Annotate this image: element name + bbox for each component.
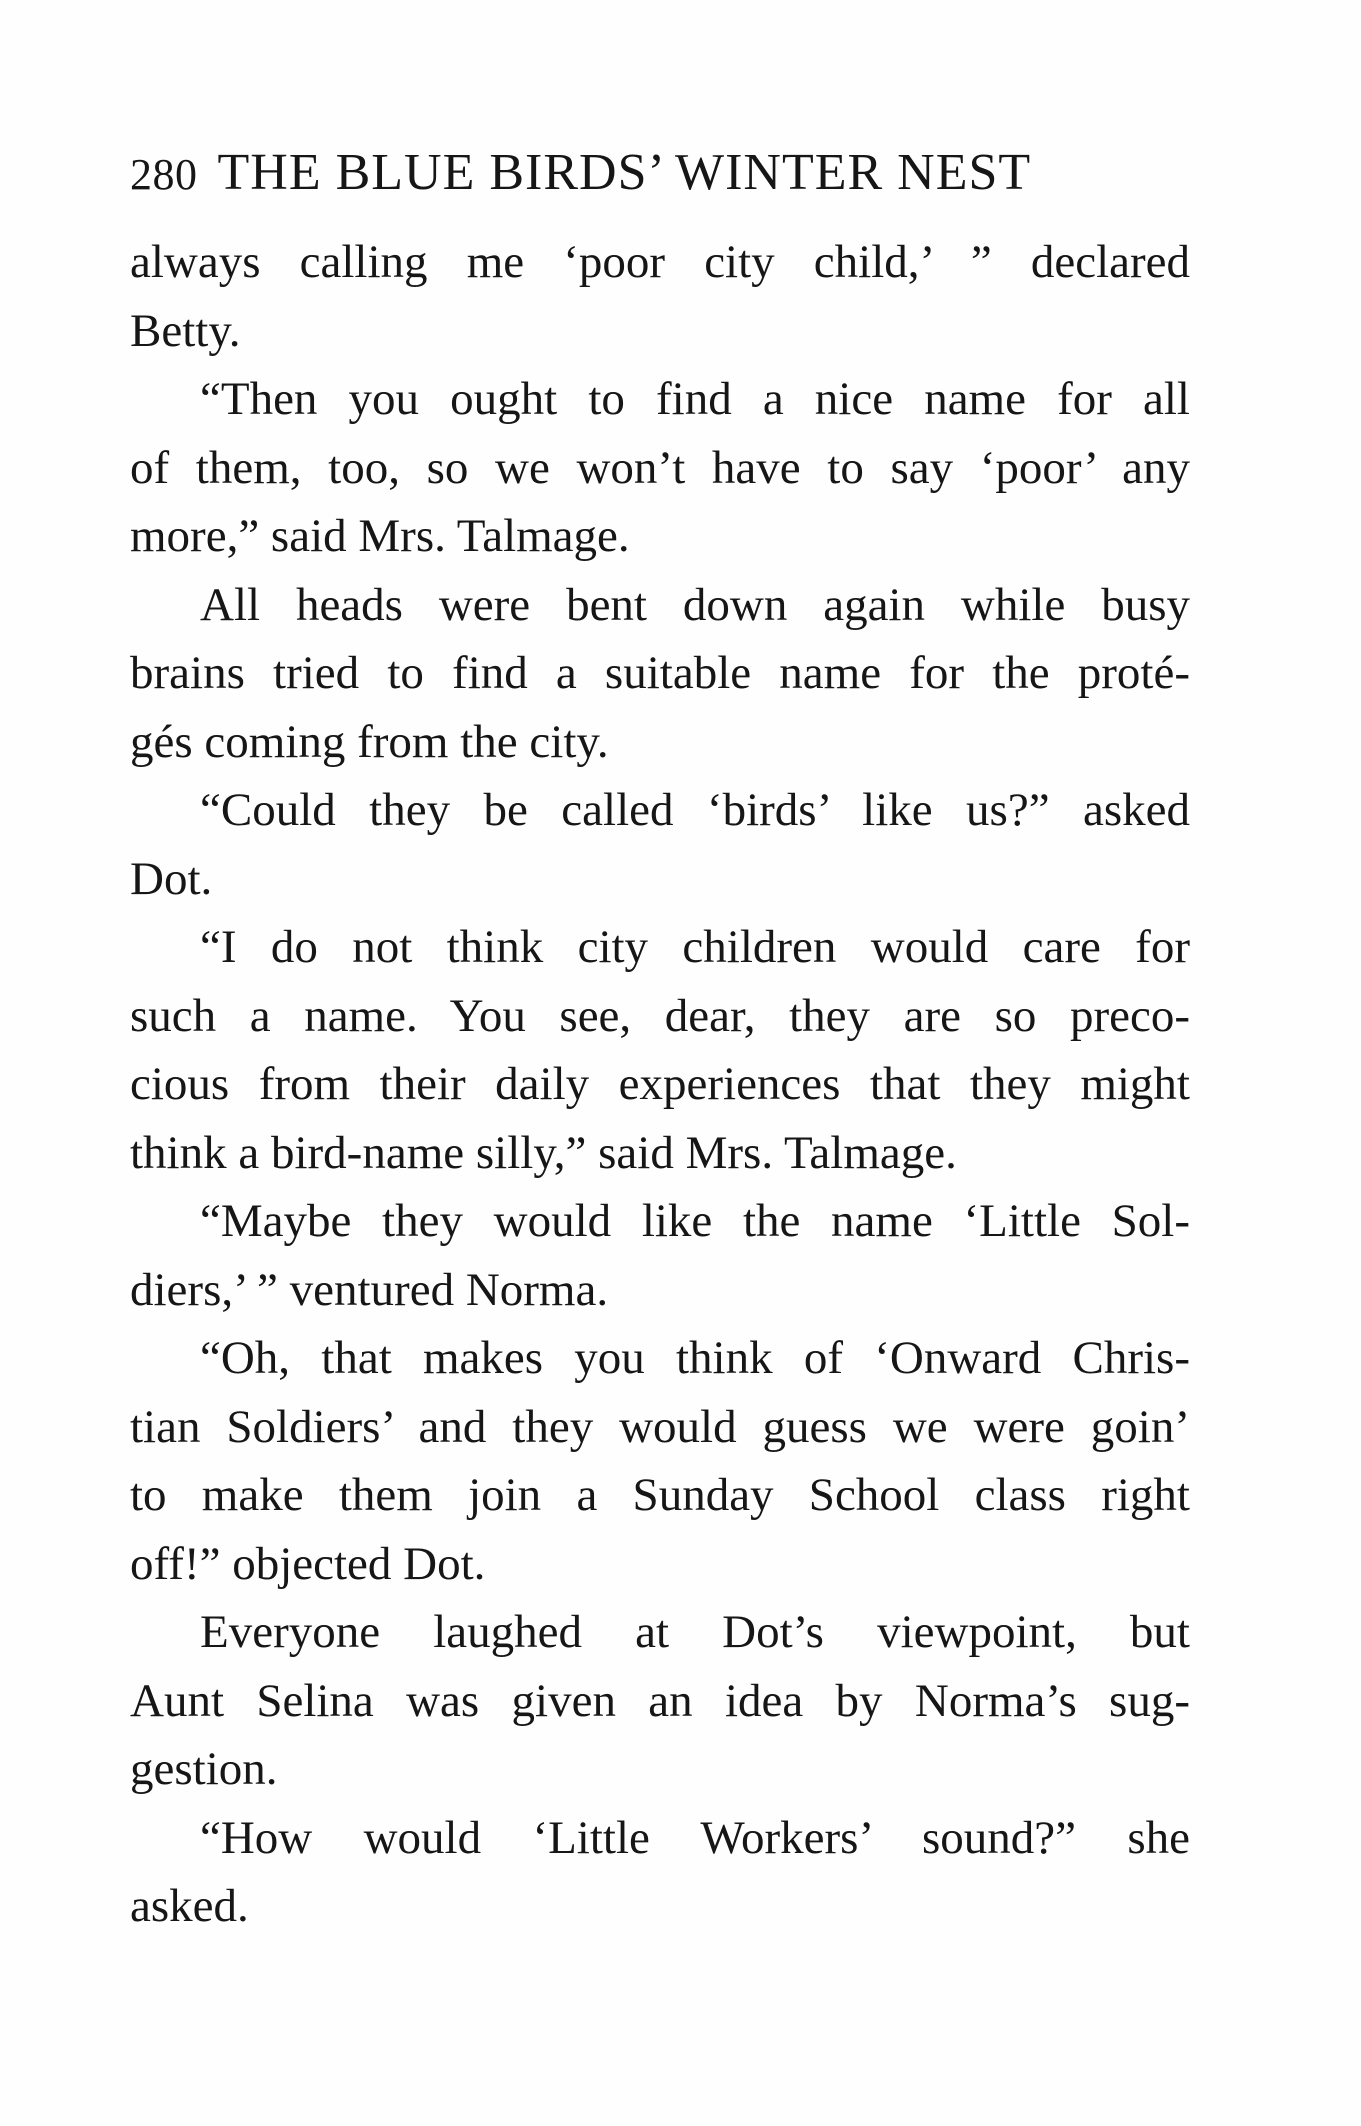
text-line: Aunt Selina was given an idea by Norma’s sug- — [130, 1674, 1190, 1727]
text-line: Dot. — [130, 852, 213, 905]
text-line: to make them join a Sunday School class right — [130, 1469, 1190, 1521]
text-line: think a bird-name silly,” said Mrs. Talmage. — [130, 1126, 957, 1179]
text-line: gés coming from the city. — [130, 715, 609, 768]
text-line: All heads were bent down again while busy — [200, 578, 1190, 631]
text-line: diers,’ ” ventured Norma. — [130, 1263, 609, 1316]
text-line: “I do not think city children would care for — [200, 921, 1190, 973]
text-line: brains tried to find a suitable name for the proté- — [130, 647, 1190, 699]
text-line: asked. — [130, 1880, 249, 1932]
running-title: THE BLUE BIRDS’ WINTER NEST — [217, 144, 1032, 201]
text-line: gestion. — [130, 1743, 278, 1795]
text-line: “Then you ought to find a nice name for all — [200, 373, 1190, 425]
text-line: “Could they be called ‘birds’ like us?” asked — [200, 784, 1190, 836]
body-text — [130, 228, 1190, 1941]
text-line: tian Soldiers’ and they would guess we were goin’ — [130, 1400, 1190, 1453]
text-line: such a name. You see, dear, they are so preco- — [130, 989, 1190, 1042]
text-line: Everyone laughed at Dot’s viewpoint, but — [200, 1606, 1190, 1658]
text-line: always calling me ‘poor city child,’ ” declared — [130, 236, 1190, 288]
text-line: “How would ‘Little Workers’ sound?” she — [200, 1811, 1190, 1864]
page-number: 280 — [130, 150, 198, 199]
running-head — [130, 143, 1190, 209]
text-line: more,” said Mrs. Talmage. — [130, 510, 630, 562]
text-line: “Oh, that makes you think of ‘Onward Chris- — [200, 1332, 1190, 1384]
text-line: cious from their daily experiences that they might — [130, 1058, 1190, 1110]
text-line: of them, too, so we won’t have to say ‘poor’ any — [130, 441, 1190, 494]
text-line: off!” objected Dot. — [130, 1537, 486, 1590]
text-line: “Maybe they would like the name ‘Little Sol- — [200, 1195, 1190, 1247]
text-line: Betty. — [130, 304, 241, 357]
